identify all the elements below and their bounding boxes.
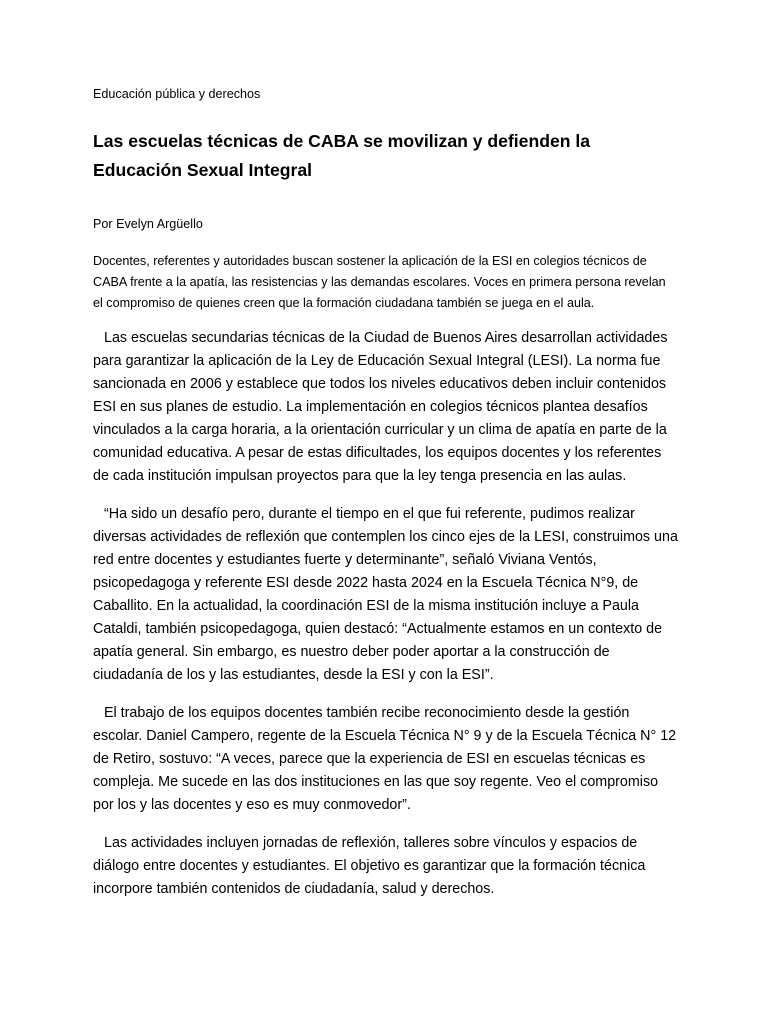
body-paragraph: El trabajo de los equipos docentes también recibe reconocimiento desde la gestión escolar. Daniel Campero, regente de la Escuela Técnica N° 9 y de la Escuela Técnica N° 12 de Retiro, sostuvo: “A veces, parece que la experiencia de ESI en escuelas técnicas es compleja. Me sucede en las dos instituciones en las que soy regente. Veo el compromiso por los y las docentes y eso es muy conmovedor”. xyxy=(93,705,677,813)
lead-paragraph: Docentes, referentes y autoridades buscan sostener la aplicación de la ESI en colegios técnicos de CABA frente a la apatía, las resistencias y las demandas escolares. Voces en primera persona revelan el compromiso de quienes creen que la formación ciudadana también se juega en el aula. xyxy=(93,254,666,310)
section-label: Educación pública y derechos xyxy=(93,87,261,101)
article-title: Las escuelas técnicas de CABA se movilizan y defienden la Educación Sexual Integral xyxy=(93,131,591,180)
body-paragraph: Las actividades incluyen jornadas de reflexión, talleres sobre vínculos y espacios de diálogo entre docentes y estudiantes. El objetivo es garantizar que la formación técnica incorpore también contenidos de ciudadanía, salud y derechos. xyxy=(93,835,646,897)
body-paragraph: Las escuelas secundarias técnicas de la Ciudad de Buenos Aires desarrollan actividades para garantizar la aplicación de la Ley de Educación Sexual Integral (LESI). La norma fue sancionada en 2006 y establece que todos los niveles educativos deben incluir contenidos ESI en sus planes de estudio. La implementación en colegios técnicos plantea desafíos vinculados a la carga horaria, a la orientación curricular y un clima de apatía en parte de la comunidad educativa. A pesar de estas dificultades, los equipos docentes y los referentes de cada institución impulsan proyectos para que la ley tenga presencia en las aulas. xyxy=(93,330,668,484)
body-paragraph: “Ha sido un desafío pero, durante el tiempo en el que fui referente, pudimos realizar diversas actividades de reflexión que contemplen los cinco ejes de la LESI, construimos una red entre docentes y estudiantes fuerte y determinante”, señaló Viviana Ventós, psicopedagoga y referente ESI desde 2022 hasta 2024 en la Escuela Técnica N°9, de Caballito. En la actualidad, la coordinación ESI de la misma institución incluye a Paula Cataldi, también psicopedagoga, quien destacó: “Actualmente estamos en un contexto de apatía general. Sin embargo, es nuestro deber poder aportar a la construcción de ciudadanía de los y las estudiantes, desde la ESI y con la ESI”. xyxy=(93,506,678,683)
byline: Por Evelyn Argüello xyxy=(93,217,203,231)
